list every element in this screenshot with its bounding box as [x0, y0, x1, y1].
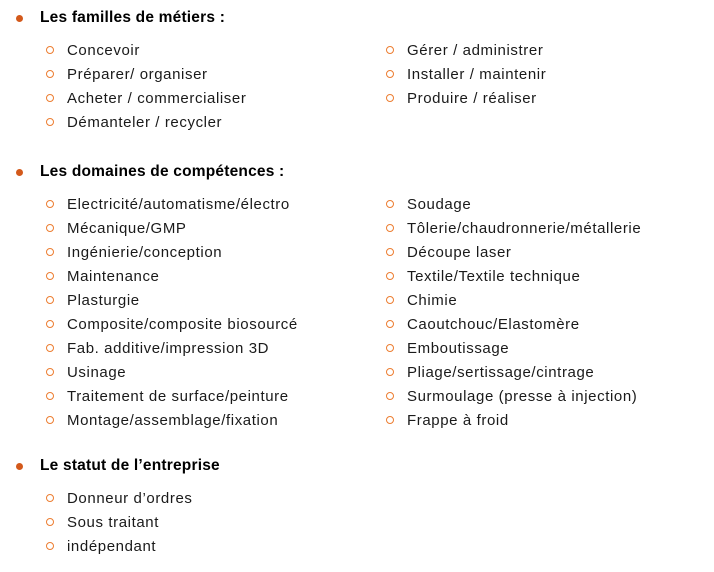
- circle-bullet-icon: [46, 70, 54, 78]
- circle-bullet-icon: [46, 320, 54, 328]
- list-item: [46, 62, 386, 86]
- circle-bullet-icon: [386, 70, 394, 78]
- circle-bullet-icon: [386, 224, 394, 232]
- bullet-list: [0, 38, 714, 134]
- list-item-label: Composite/composite biosourcé: [67, 315, 298, 333]
- circle-bullet-icon: [46, 118, 54, 126]
- circle-bullet-icon: [46, 494, 54, 502]
- bullet-list-column: [46, 192, 386, 432]
- list-item: [46, 110, 386, 134]
- section-title: Le statut de l’entreprise: [40, 457, 220, 474]
- list-item: [386, 240, 714, 264]
- list-item-label: Caoutchouc/Elastomère: [407, 315, 580, 333]
- list-item-label: Concevoir: [67, 41, 140, 59]
- circle-bullet-icon: [46, 94, 54, 102]
- circle-bullet-icon: [46, 368, 54, 376]
- circle-bullet-icon: [46, 518, 54, 526]
- list-item-label: Mécanique/GMP: [67, 219, 187, 237]
- bullet-list-column: [386, 38, 714, 134]
- circle-bullet-icon: [386, 344, 394, 352]
- section-domaines-de-competences: [0, 162, 714, 432]
- list-item-label: Découpe laser: [407, 243, 512, 261]
- list-item-label: Sous traitant: [67, 513, 160, 531]
- list-item: [386, 216, 714, 240]
- bullet-list: [0, 486, 714, 558]
- circle-bullet-icon: [46, 392, 54, 400]
- circle-bullet-icon: [386, 94, 394, 102]
- list-item: [46, 264, 386, 288]
- section-title: Les domaines de compétences :: [40, 163, 285, 180]
- circle-bullet-icon: [386, 320, 394, 328]
- list-item: [46, 384, 386, 408]
- list-item: [386, 264, 714, 288]
- circle-bullet-icon: [386, 296, 394, 304]
- list-item: [46, 408, 386, 432]
- circle-bullet-icon: [386, 46, 394, 54]
- list-item-label: Traitement de surface/peinture: [67, 387, 289, 405]
- list-item: [46, 86, 386, 110]
- list-item: [386, 192, 714, 216]
- circle-bullet-icon: [386, 200, 394, 208]
- circle-bullet-icon: [386, 416, 394, 424]
- circle-bullet-icon: [46, 272, 54, 280]
- circle-bullet-icon: [46, 200, 54, 208]
- list-item-label: Acheter / commercialiser: [67, 89, 247, 107]
- bullet-icon: [16, 463, 23, 470]
- list-item-label: Fab. additive/impression 3D: [67, 339, 270, 357]
- list-item-label: Usinage: [67, 363, 127, 381]
- list-item: [386, 384, 714, 408]
- section-familles-de-metiers: [0, 8, 714, 134]
- list-item: [46, 240, 386, 264]
- list-item: [46, 288, 386, 312]
- list-item-label: Installer / maintenir: [407, 65, 547, 83]
- list-item: [386, 312, 714, 336]
- list-item: [46, 312, 386, 336]
- list-item-label: Pliage/sertissage/cintrage: [407, 363, 595, 381]
- circle-bullet-icon: [386, 248, 394, 256]
- circle-bullet-icon: [386, 392, 394, 400]
- circle-bullet-icon: [386, 272, 394, 280]
- list-item: [386, 86, 714, 110]
- list-item-label: Préparer/ organiser: [67, 65, 208, 83]
- list-item: [46, 534, 386, 558]
- bullet-list-column: [386, 192, 714, 432]
- list-item-label: Chimie: [407, 291, 458, 309]
- list-item-label: Emboutissage: [407, 339, 510, 357]
- list-item: [46, 336, 386, 360]
- list-item-label: Soudage: [407, 195, 472, 213]
- list-item: [386, 360, 714, 384]
- section-header: [0, 162, 714, 182]
- circle-bullet-icon: [46, 248, 54, 256]
- list-item: [46, 486, 386, 510]
- list-item-label: Ingénierie/conception: [67, 243, 223, 261]
- list-item: [46, 192, 386, 216]
- circle-bullet-icon: [46, 296, 54, 304]
- list-item-label: Montage/assemblage/fixation: [67, 411, 279, 429]
- list-item-label: Plasturgie: [67, 291, 140, 309]
- list-item: [386, 288, 714, 312]
- section-statut-entreprise: [0, 456, 714, 558]
- circle-bullet-icon: [46, 46, 54, 54]
- list-item-label: Produire / réaliser: [407, 89, 537, 107]
- bullet-list: [0, 192, 714, 432]
- list-item-label: Gérer / administrer: [407, 41, 544, 59]
- list-item: [46, 216, 386, 240]
- list-item: [46, 38, 386, 62]
- section-title: Les familles de métiers :: [40, 9, 226, 26]
- bullet-icon: [16, 15, 23, 22]
- list-item-label: Textile/Textile technique: [407, 267, 581, 285]
- bullet-list-column: [46, 486, 386, 558]
- list-item: [386, 336, 714, 360]
- list-item: [46, 510, 386, 534]
- circle-bullet-icon: [46, 224, 54, 232]
- list-item-label: indépendant: [67, 537, 157, 555]
- section-header: [0, 8, 714, 28]
- section-header: [0, 456, 714, 476]
- bullet-icon: [16, 169, 23, 176]
- list-item-label: Maintenance: [67, 267, 160, 285]
- list-item: [386, 62, 714, 86]
- list-item-label: Démanteler / recycler: [67, 113, 223, 131]
- list-item: [386, 408, 714, 432]
- list-item: [46, 360, 386, 384]
- list-item-label: Frappe à froid: [407, 411, 509, 429]
- list-item-label: Tôlerie/chaudronnerie/métallerie: [407, 219, 642, 237]
- circle-bullet-icon: [46, 542, 54, 550]
- circle-bullet-icon: [46, 416, 54, 424]
- circle-bullet-icon: [386, 368, 394, 376]
- list-item-label: Electricité/automatisme/électro: [67, 195, 290, 213]
- list-item-label: Surmoulage (presse à injection): [407, 387, 638, 405]
- circle-bullet-icon: [46, 344, 54, 352]
- bullet-list-column: [46, 38, 386, 134]
- list-item: [386, 38, 714, 62]
- list-item-label: Donneur d’ordres: [67, 489, 193, 507]
